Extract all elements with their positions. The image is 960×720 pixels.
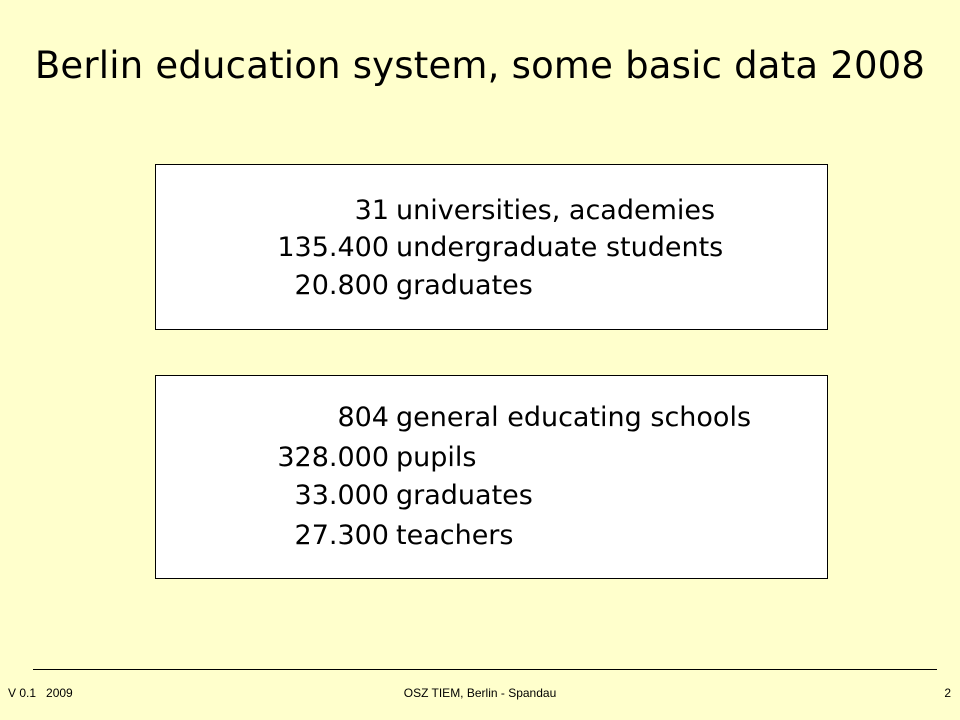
stat-row-universities — [156, 191, 829, 231]
stat-row-undergraduates — [156, 228, 829, 268]
higher-education-box — [155, 164, 828, 330]
footer-version: V 0.1 2009 — [8, 686, 73, 700]
footer-organization: OSZ TIEM, Berlin - Spandau — [403, 686, 557, 700]
stat-value: 328.000 — [277, 442, 389, 473]
slide-title: Berlin education system, some basic data 2008 — [34, 44, 926, 87]
stat-label: general educating schools — [396, 402, 752, 433]
stat-value: 31 — [354, 195, 389, 226]
stat-label: universities, academies — [396, 195, 716, 226]
stat-row-university-graduates — [156, 266, 829, 306]
stat-label: graduates — [396, 270, 533, 301]
stat-value: 20.800 — [294, 270, 389, 301]
stat-row-school-graduates — [156, 476, 829, 516]
stat-label: graduates — [396, 480, 533, 511]
stat-value: 804 — [337, 402, 389, 433]
stat-label: undergraduate students — [396, 232, 724, 263]
stat-row-pupils — [156, 438, 829, 478]
schools-box — [155, 375, 828, 579]
stat-row-schools — [156, 398, 829, 438]
stat-value: 135.400 — [277, 232, 389, 263]
stat-value: 33.000 — [294, 480, 389, 511]
stat-row-teachers — [156, 516, 829, 556]
stat-label: teachers — [396, 520, 514, 551]
footer-divider — [33, 669, 937, 670]
stat-label: pupils — [396, 442, 477, 473]
stat-value: 27.300 — [294, 520, 389, 551]
footer-page-number: 2 — [944, 686, 951, 700]
